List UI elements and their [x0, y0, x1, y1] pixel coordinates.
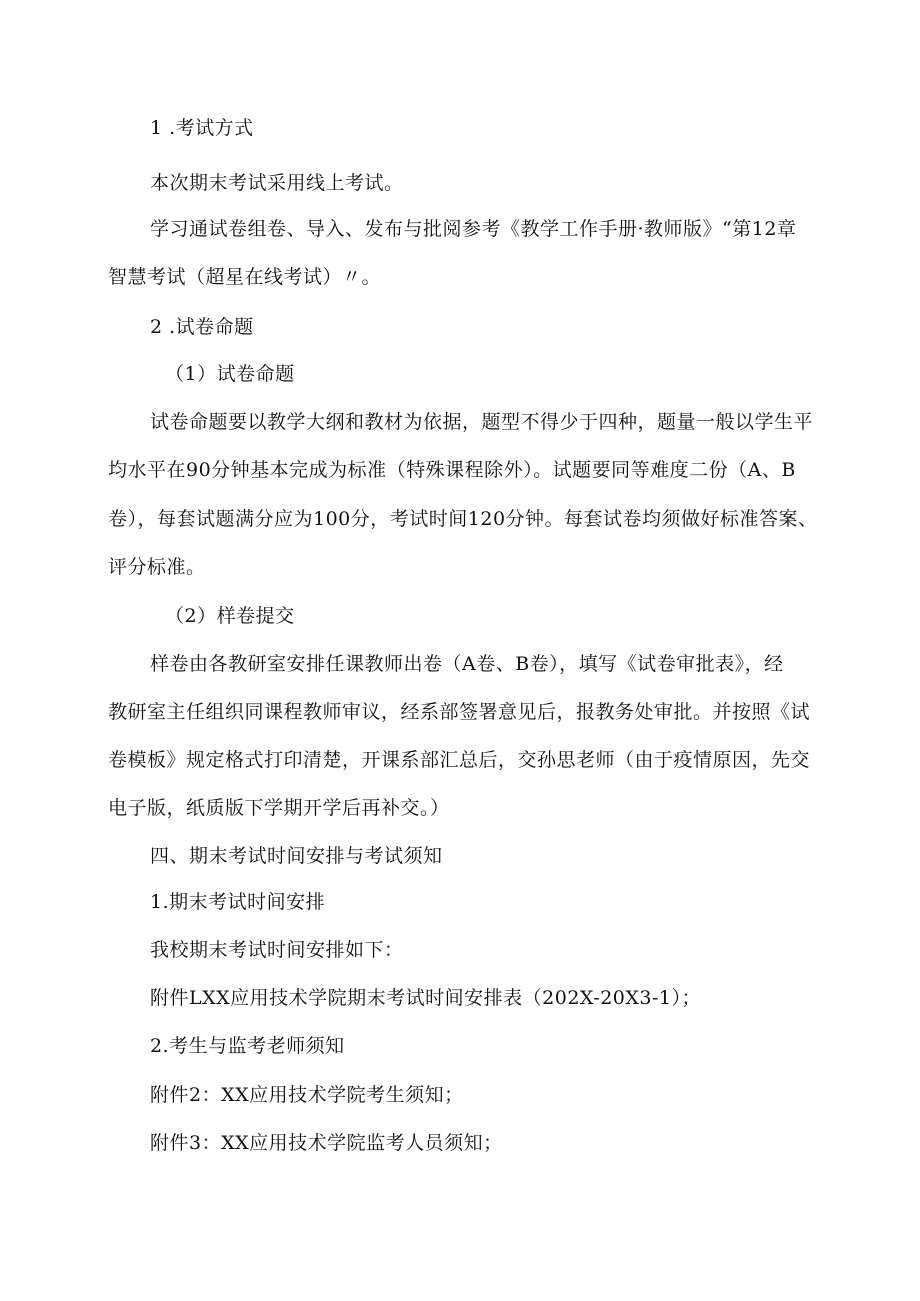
paragraph-schedule-intro: 我校期末考试时间安排如下：	[150, 939, 404, 961]
paragraph-sample-line-4: 电子版，纸质版下学期开学后再补交。）	[108, 797, 450, 819]
heading-paper-proposition: 2 .试卷命题	[150, 316, 254, 338]
heading-exam-schedule: 1.期末考试时间安排	[150, 891, 326, 913]
paragraph-proposition-line-4: 评分标准。	[108, 556, 206, 578]
paragraph-sample-line-3: 卷模板》规定格式打印清楚，开课系部汇总后，交孙思老师（由于疫情原因，先交	[108, 749, 811, 771]
paragraph-xuexitong-line-1: 学习通试卷组卷、导入、发布与批阅参考《教学工作手册·教师版》“第12章	[150, 218, 797, 240]
subheading-sample-submission: （2）样卷提交	[165, 605, 295, 627]
paragraph-sample-line-2: 教研室主任组织同课程教师审议，经系部签署意见后，报教务处审批。并按照《试	[108, 701, 811, 723]
paragraph-proposition-line-2: 均水平在90分钟基本完成为标准（特殊课程除外）。试题要同等难度二份（A、B	[108, 459, 796, 481]
paragraph-exam-online: 本次期末考试采用线上考试。	[150, 172, 404, 194]
paragraph-proposition-line-1: 试卷命题要以教学大纲和教材为依据，题型不得少于四种，题量一般以学生平	[150, 411, 814, 433]
heading-exam-method: 1 .考试方式	[150, 117, 254, 139]
attachment-1-schedule-table: 附件LXX应用技术学院期末考试时间安排表（202X-20X3-1）；	[150, 987, 702, 1009]
subheading-paper-proposition: （1）试卷命题	[165, 363, 295, 385]
paragraph-xuexitong-line-2: 智慧考试（超星在线考试）〃。	[108, 266, 382, 288]
heading-section-four: 四、期末考试时间安排与考试须知	[150, 845, 443, 867]
attachment-3-invigilator-notice: 附件3：XX应用技术学院监考人员须知；	[150, 1132, 503, 1154]
attachment-2-student-notice: 附件2：XX应用技术学院考生须知；	[150, 1084, 464, 1106]
heading-notices: 2.考生与监考老师须知	[150, 1035, 345, 1057]
paragraph-proposition-line-3: 卷），每套试题满分应为100分，考试时间120分钟。每套试卷均须做好标准答案、	[108, 508, 818, 530]
paragraph-sample-line-1: 样卷由各教研室安排任课教师出卷（A卷、B卷），填写《试卷审批表》，经	[150, 653, 784, 675]
